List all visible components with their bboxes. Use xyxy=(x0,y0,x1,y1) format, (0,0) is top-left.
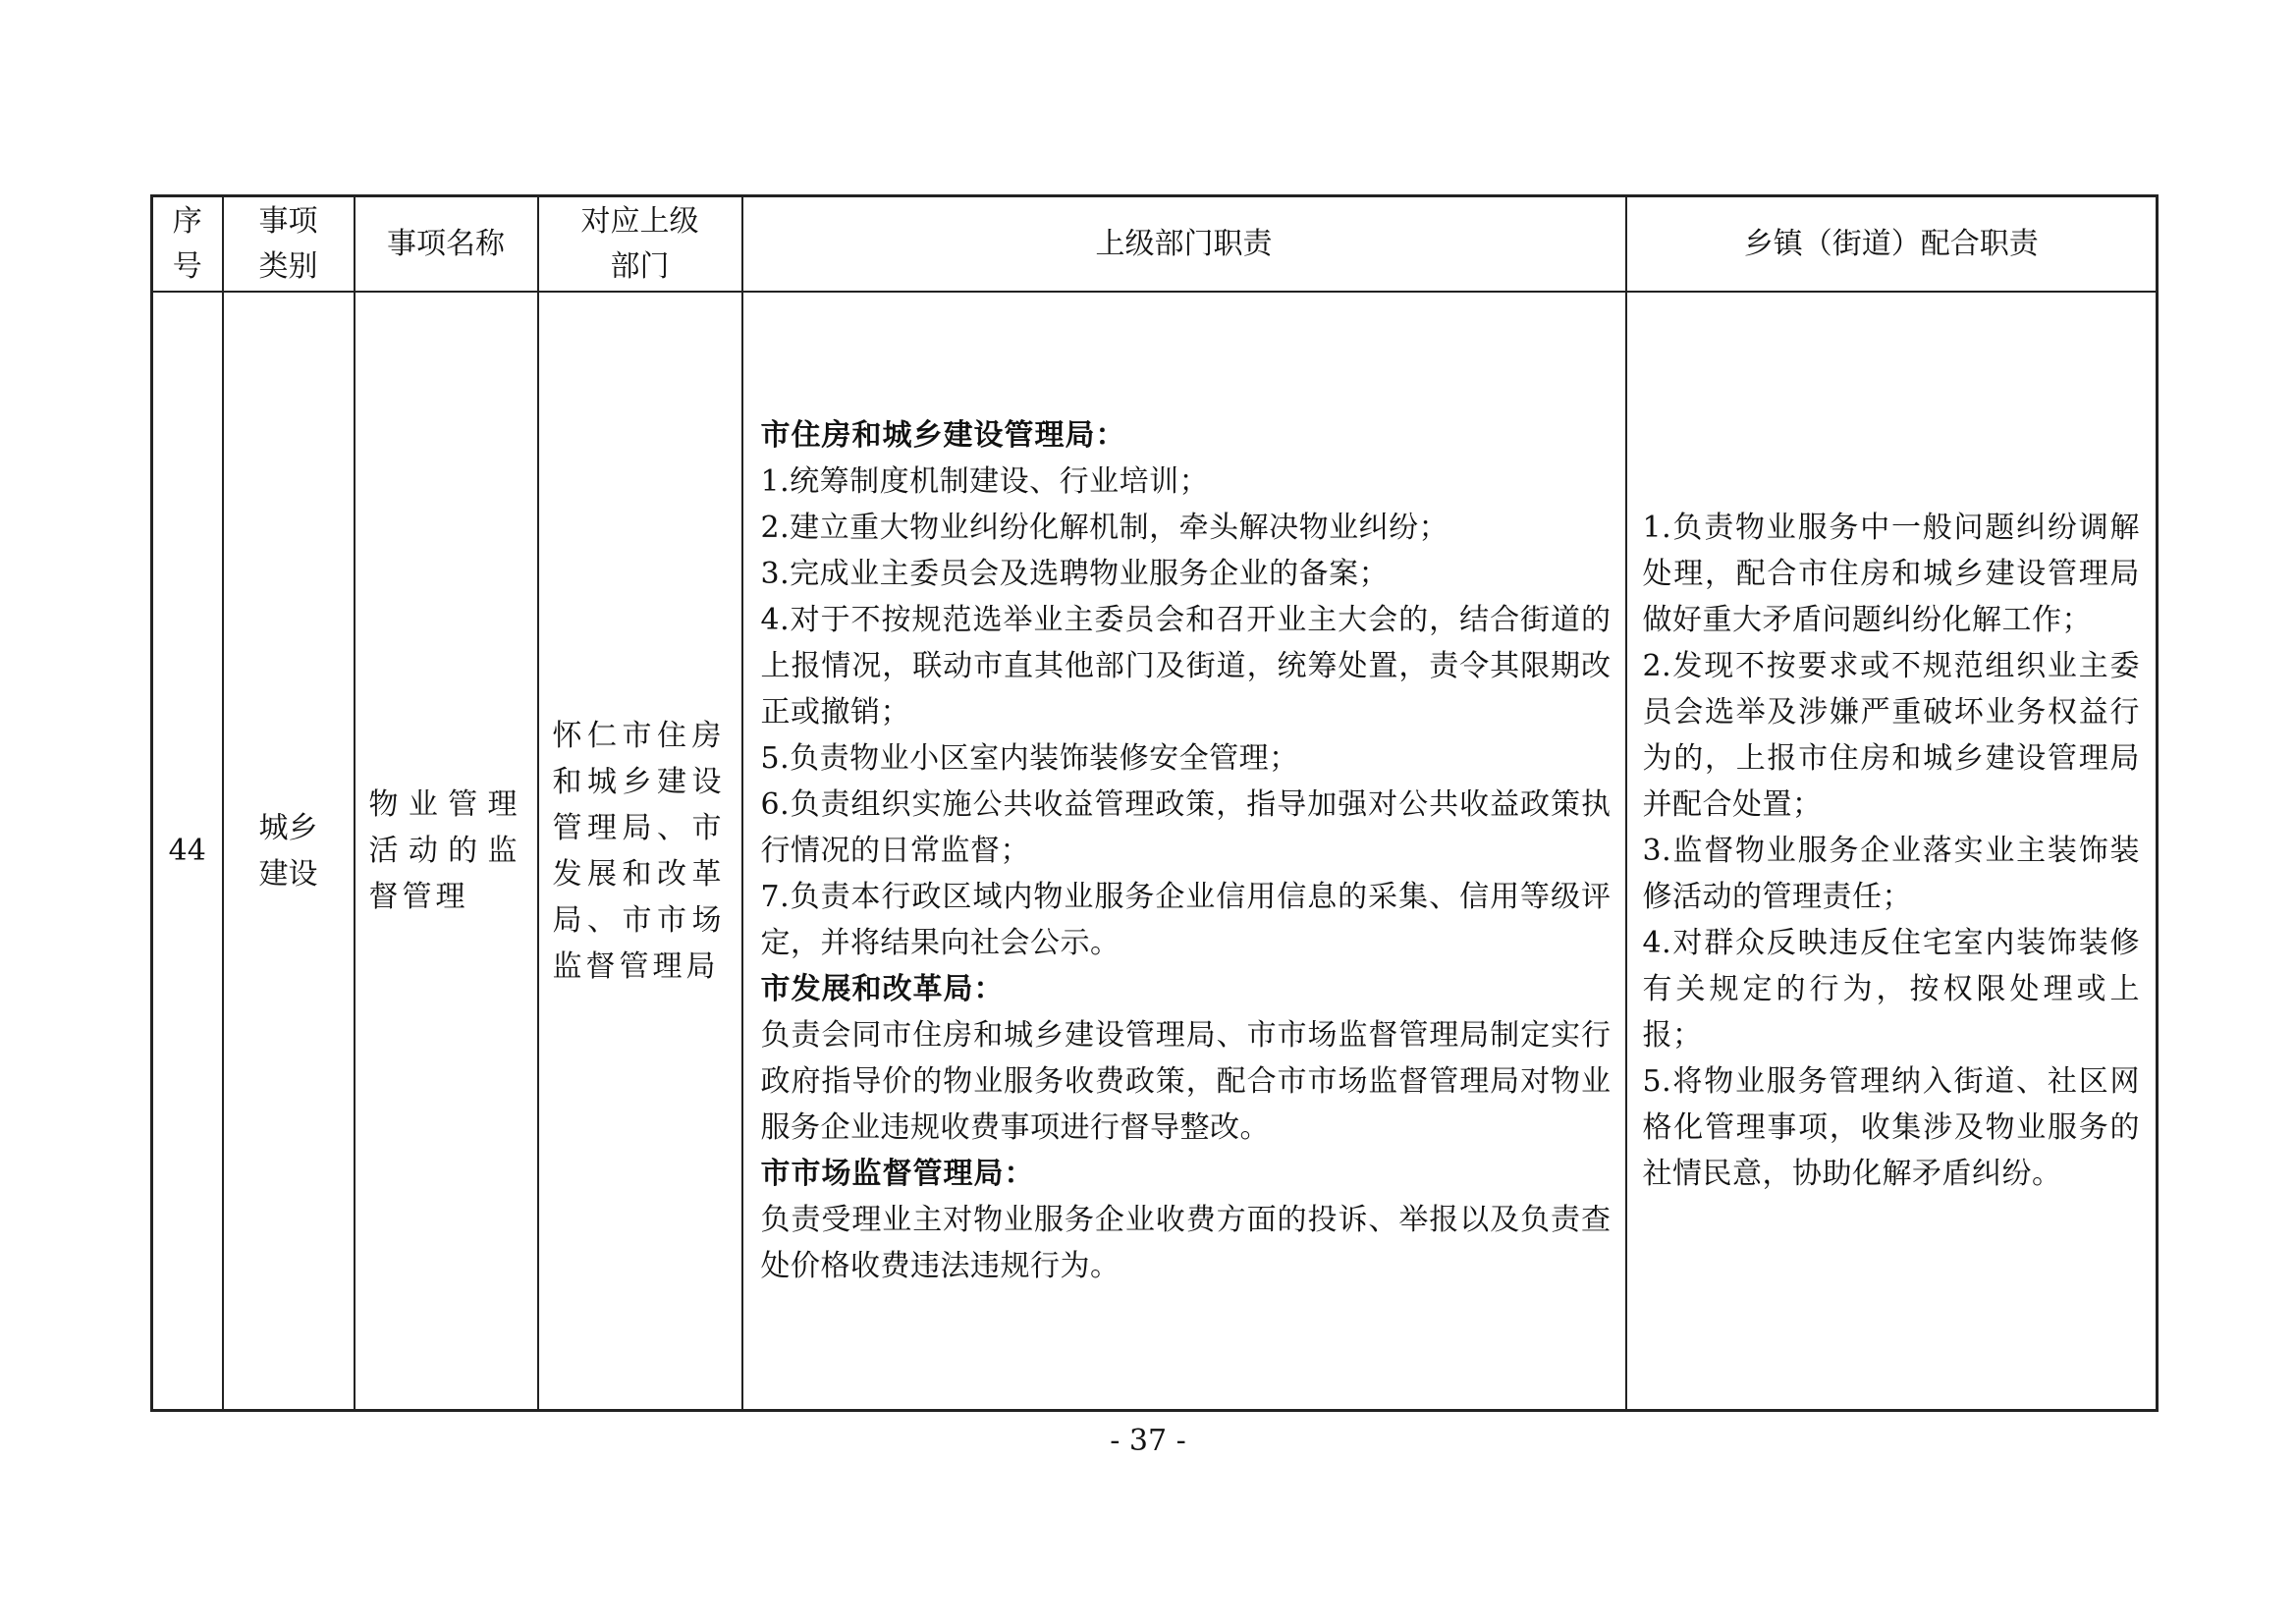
list-item: 5.将物业服务管理纳入街道、社区网格化管理事项，收集涉及物业服务的社情民意，协助化解矛盾纠纷。 xyxy=(1642,1064,2140,1191)
header-dept: 对应上级部门 xyxy=(538,196,742,293)
header-upper-duty: 上级部门职责 xyxy=(742,196,1626,293)
page-number: - 37 - xyxy=(1110,1424,1186,1458)
row-dept: 怀仁市住房和城乡建设管理局、市发展和改革局、市市场监督管理局 xyxy=(538,292,742,1411)
list-item: 3.监督物业服务企业落实业主装饰装修活动的管理责任； xyxy=(1642,834,2140,914)
header-town-duty: 乡镇（街道）配合职责 xyxy=(1626,196,2158,293)
list-item: 2.发现不按要求或不规范组织业主委员会选举及涉嫌严重破坏业务权益行为的，上报市住房和城乡建设管理局并配合处置； xyxy=(1642,649,2140,822)
list-item: 7.负责本行政区域内物业服务企业信用信息的采集、信用等级评定，并将结果向社会公示。 xyxy=(760,880,1612,960)
duty-text-market: 负责受理业主对物业服务企业收费方面的投诉、举报以及负责查处价格收费违法违规行为。 xyxy=(760,1203,1612,1283)
list-item: 4.对群众反映违反住宅室内装饰装修有关规定的行为，按权限处理或上报； xyxy=(1642,926,2140,1053)
list-item: 4.对于不按规范选举业主委员会和召开业主大会的，结合街道的上报情况，联动市直其他部门及街道，统筹处置，责令其限期改正或撤销； xyxy=(760,603,1612,730)
header-row xyxy=(152,196,2158,293)
duty-heading-housing: 市住房和城乡建设管理局： xyxy=(760,418,1126,453)
row-seq: 44 xyxy=(152,292,223,1411)
duty-heading-development: 市发展和改革局： xyxy=(760,972,1005,1006)
header-name: 事项名称 xyxy=(355,196,538,293)
list-item: 1.统筹制度机制建设、行业培训； xyxy=(760,464,1210,499)
list-item: 3.完成业主委员会及选聘物业服务企业的备案； xyxy=(760,557,1390,591)
list-item: 1.负责物业服务中一般问题纠纷调解处理，配合市住房和城乡建设管理局做好重大矛盾问题纠纷化解工作； xyxy=(1642,511,2140,637)
responsibility-table xyxy=(150,194,2159,1412)
row-town-duty xyxy=(1626,292,2158,1411)
list-item: 6.负责组织实施公共收益管理政策，指导加强对公共收益政策执行情况的日常监督； xyxy=(760,787,1612,868)
duty-text-development: 负责会同市住房和城乡建设管理局、市市场监督管理局制定实行政府指导价的物业服务收费政策，配合市市场监督管理局对物业服务企业违规收费事项进行督导整改。 xyxy=(760,1018,1612,1145)
row-category: 城乡建设 xyxy=(223,292,355,1411)
duty-heading-market: 市市场监督管理局： xyxy=(760,1157,1035,1191)
list-item: 2.建立重大物业纠纷化解机制，牵头解决物业纠纷； xyxy=(760,511,1449,545)
table-row xyxy=(152,292,2158,1411)
row-name: 物业管理活动的监督管理 xyxy=(355,292,538,1411)
header-seq: 序号 xyxy=(152,196,223,293)
list-item: 5.负责物业小区室内装饰装修安全管理； xyxy=(760,741,1299,776)
row-upper-duty xyxy=(742,292,1626,1411)
header-category: 事项类别 xyxy=(223,196,355,293)
